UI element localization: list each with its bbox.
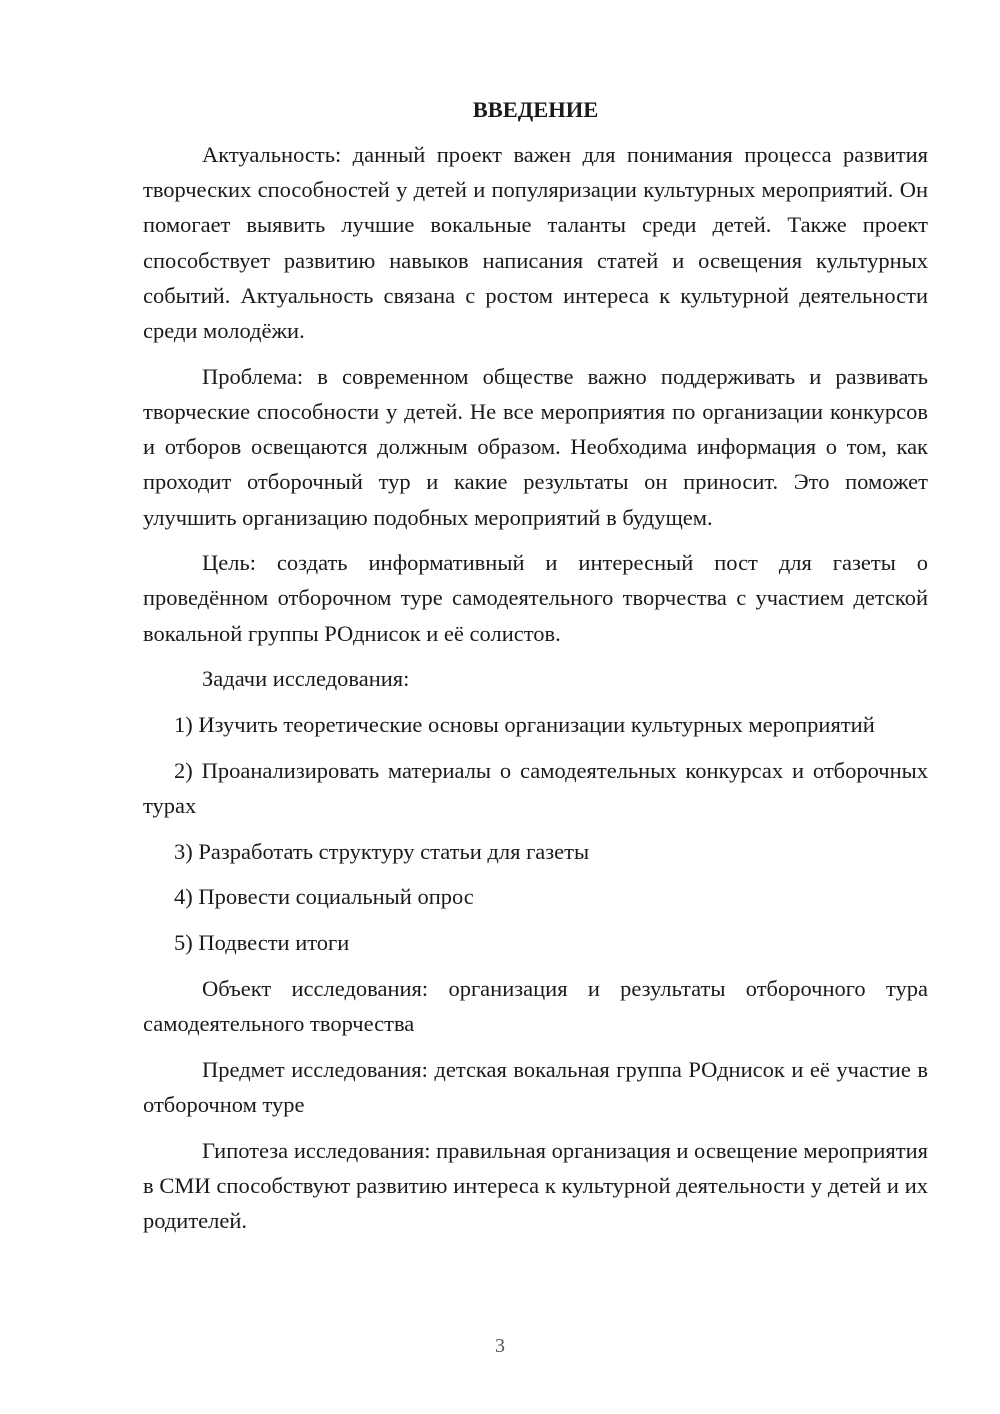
task-item: 5) Подвести итоги [174, 930, 350, 956]
paragraph-object: Объект исследования: организация и результаты отборочного тура самодеятельного творчества [143, 975, 928, 1036]
page-number: 3 [495, 1335, 505, 1357]
document-page [143, 92, 928, 1249]
paragraph-relevance: Актуальность: данный проект важен для понимания процесса развития творческих способностей у детей и популяризации культурных мероприятий. Он помогает выявить лучшие вокальные таланты среди детей. Также проект способствует развитию навыков написания статей и освещения культурных событий. Актуальность связана с ростом интереса к культурной деятельности среди молодёжи. [143, 142, 928, 344]
paragraph-problem: Проблема: в современном обществе важно поддерживать и развивать творческие способности у детей. Не все мероприятия по организации конкурсов и отборов освещаются должным образом. Необходима информация о том, как проходит отборочный тур и какие результаты он приносит. Это поможет улучшить организацию подобных мероприятий в будущем. [143, 363, 928, 530]
paragraph-subject: Предмет исследования: детская вокальная группа РОднисок и её участие в отборочном туре [143, 1056, 928, 1117]
paragraph-hypothesis: Гипотеза исследования: правильная организация и освещение мероприятия в СМИ способствуют развитию интереса к культурной деятельности у детей и их родителей. [143, 1137, 928, 1233]
task-item: 2) Проанализировать материалы о самодеятельных конкурсах и отборочных турах [143, 757, 928, 818]
task-item: 3) Разработать структуру статьи для газеты [174, 838, 590, 864]
paragraph-tasks-heading: Задачи исследования: [202, 666, 410, 692]
paragraph-goal: Цель: создать информативный и интересный пост для газеты о проведённом отборочном туре самодеятельного творчества с участием детской вокальной группы РОднисок и её солистов. [143, 550, 928, 646]
task-item: 1) Изучить теоретические основы организации культурных мероприятий [174, 712, 875, 738]
page-title: ВВЕДЕНИЕ [472, 97, 599, 122]
task-item: 4) Провести социальный опрос [174, 884, 474, 910]
